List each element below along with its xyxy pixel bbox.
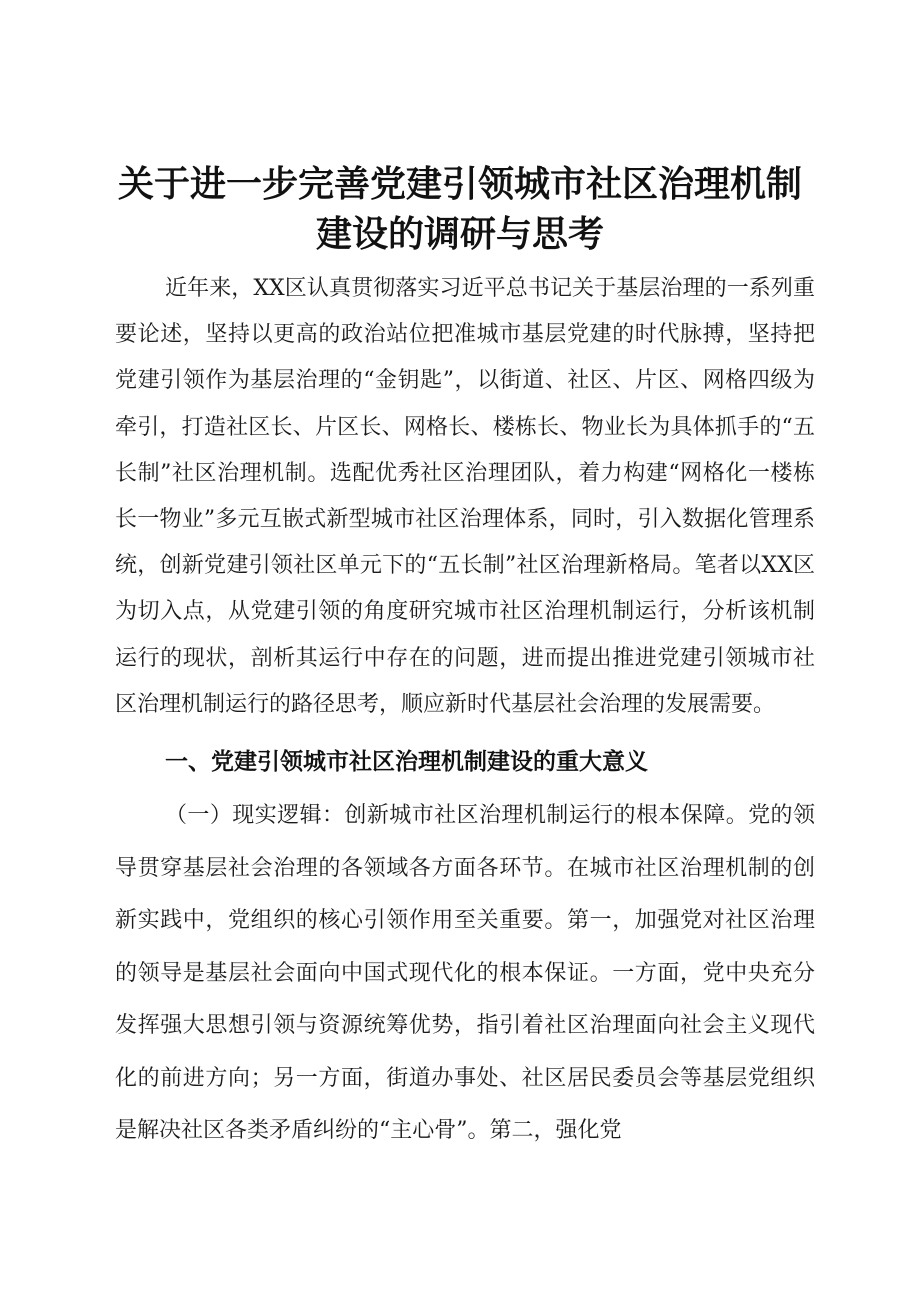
document-title: 关于进一步完善党建引领城市社区治理机制建设的调研与思考 — [117, 164, 802, 255]
section-1-paragraph: （一）现实逻辑：创新城市社区治理机制运行的根本保障。党的领导贯穿基层社会治理的各领域各方面各环节。在城市社区治理机制的创新实践中，党组织的核心引领作用至关重要。第一，加强党对社区治理的领导是基层社会面向中国式现代化的根本保证。一方面，党中央充分发挥强大思想引领与资源统筹优势，指引着社区治理面向社会主义现代化的前进方向；另一方面，街道办事处、社区居民委员会等基层党组织是解决社区各类矛盾纠纷的“主心骨”。第二，强化党 — [115, 803, 815, 1143]
intro-paragraph: 近年来，XX区认真贯彻落实习近平总书记关于基层治理的一系列重要论述，坚持以更高的政治站位把准城市基层党建的时代脉搏，坚持把党建引领作为基层治理的“金钥匙”，以街道、社区、片区、网格四级为牵引，打造社区长、片区长、网格长、楼栋长、物业长为具体抓手的“五长制”社区治理机制。选配优秀社区治理团队，着力构建“网格化一楼栋长一物业”多元互嵌式新型城市社区治理体系，同时，引入数据化管理系统，创新党建引领社区单元下的“五长制”社区治理新格局。笔者以XX区为切入点，从党建引领的角度研究城市社区治理机制运行，分析该机制运行的现状，剖析其运行中存在的问题，进而提出推进党建引领城市社区治理机制运行的路径思考，顺应新时代基层社会治理的发展需要。 — [115, 276, 815, 717]
section-heading-1: 一、党建引领城市社区治理机制建设的重大意义 — [165, 749, 648, 775]
